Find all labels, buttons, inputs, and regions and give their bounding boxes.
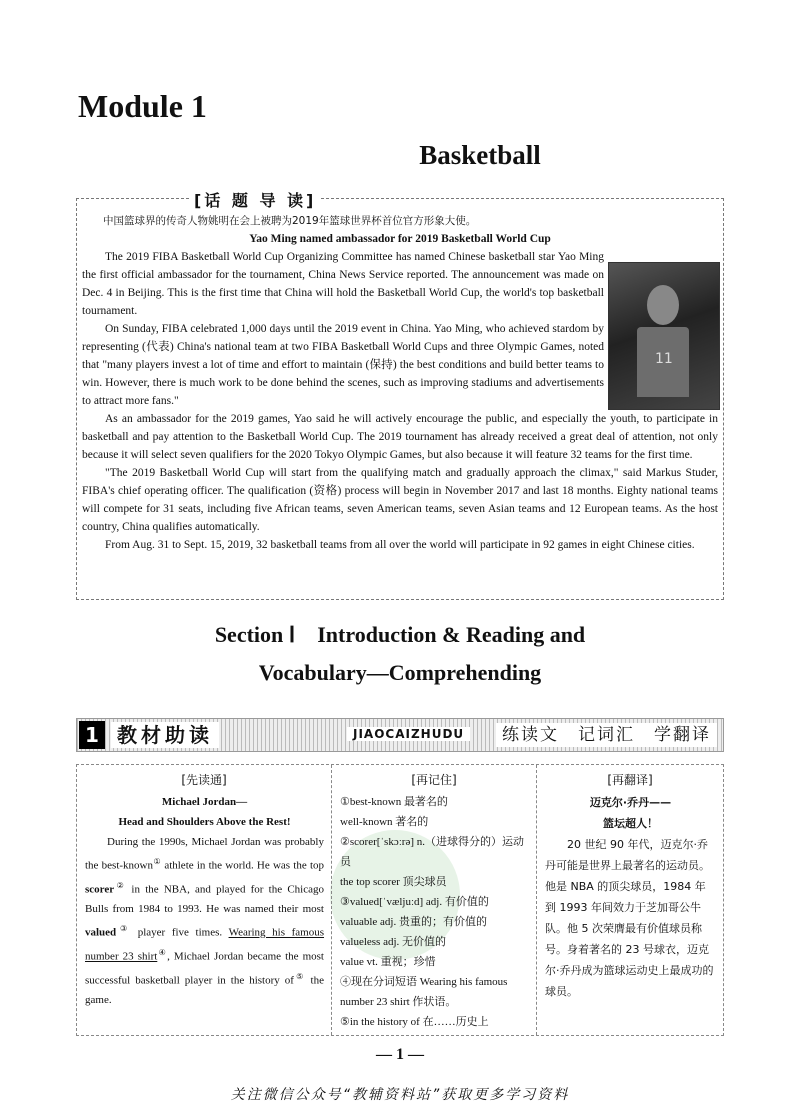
- column-translate-head: [再翻译]: [607, 773, 653, 787]
- photo-head: [647, 285, 679, 325]
- column-translate: [537, 765, 723, 1035]
- paragraph-3: As an ambassador for the 2019 games, Yao said he will actively encourage the public, and especially the youth, to participate in basketball and pay attention to the Basketball World Cup. The 2019 tournament has already received a great deal of attention, not only because it will select seven qualifiers for the 2020 Tokyo Olympic Games, but also because it will feature 32 teams for the first time.: [82, 413, 718, 461]
- vocab-line: ①best-known 最著名的: [340, 796, 448, 808]
- reading-passage: During the 1990s, Michael Jordan was probably the best-known① athlete in the world. He was the top scorer② in the NBA, and played for the Chicago Bulls from 1984 to 1993. He was named their most valued③ player five times. Wearing his famous number 23 shirt④, Michael Jordan became the most successful basketball player in the history of⑤ the game.: [85, 836, 325, 1007]
- vocab-line: ②scorer[ˈskɔːrə] n.（进球得分的）运动员: [340, 836, 524, 868]
- unit-title: Basketball: [419, 140, 541, 170]
- vocab-line: valuable adj. 贵重的；有价值的: [340, 916, 487, 928]
- reading-title-1: Michael Jordan—: [161, 796, 248, 808]
- paragraph-4: "The 2019 Basketball World Cup will start from the qualifying match and gradually approach the climax," said Markus Studer, FIBA's chief operating officer. The qualification (资格) process will begin in November 2017 and last 18 months. Eighty national teams will compete for 31 seats, including five African teams, seven American teams, seven Asian teams and 12 European teams. As the host country, China qualifies automatically.: [82, 467, 718, 533]
- cn-intro: 中国篮球界的传奇人物姚明在会上被聘为2019年篮球世界杯首位官方形象大使。: [103, 215, 477, 227]
- page-number: — 1 —: [376, 1046, 424, 1063]
- section-title-line2: Vocabulary—Comprehending: [258, 660, 542, 685]
- jersey-number: 11: [655, 351, 673, 367]
- article-title: Yao Ming named ambassador for 2019 Basketball World Cup: [249, 233, 551, 245]
- section-banner: [76, 718, 724, 752]
- column-read-head: [先读通]: [181, 773, 227, 787]
- column-remember: [332, 765, 537, 1035]
- column-read: [77, 765, 332, 1035]
- paragraph-2: On Sunday, FIBA celebrated 1,000 days until the 2019 event in China. Yao Ming, who achieved stardom by representing (代表) China's national team at two FIBA Basketball World Cups and three Olympic Games, noted that "many players invest a lot of time and effort to maintain (保持) the best conditions and build better teams to win. However, there is much work to be done behind the scenes, such as improving stadiums and advertisements to attract more fans.": [82, 323, 604, 407]
- reading-columns: [76, 764, 724, 1036]
- vocab-line: ④现在分词短语 Wearing his famous number 23 shirt 作状语。: [340, 976, 508, 1008]
- topic-label: [话 题 导 读]: [190, 188, 320, 211]
- vocab-line: the top scorer 顶尖球员: [340, 876, 447, 888]
- vocab-line: value vt. 重视；珍惜: [340, 956, 436, 968]
- vocab-line: ③valued[ˈvæljuːd] adj. 有价值的: [340, 896, 489, 908]
- yao-ming-photo: [608, 262, 720, 410]
- paragraph-1: The 2019 FIBA Basketball World Cup Organizing Committee has named Chinese basketball star Yao Ming the first official ambassador for the tournament, China News Service reported. The announcement was made on Dec. 4 in Beijing. This is the first time that China will hold the Basketball World Cup, the world's top basketball tournament.: [82, 251, 604, 317]
- vocab-line: valueless adj. 无价值的: [340, 936, 447, 948]
- translation-title-2: 篮坛超人！: [603, 817, 658, 830]
- column-remember-head: [再记住]: [411, 773, 457, 787]
- vocab-line: ⑤in the history of 在……历史上: [340, 1016, 489, 1028]
- column-translate-body: [537, 788, 723, 1002]
- paragraph-5: From Aug. 31 to Sept. 15, 2019, 32 basketball teams from all over the world will participate in 92 games in eight Chinese cities.: [105, 539, 695, 551]
- column-read-body: [77, 788, 331, 1010]
- footer-note: 关注微信公众号“教辅资料站”获取更多学习资料: [230, 1087, 570, 1103]
- module-title: Module 1: [78, 88, 207, 124]
- banner-number: 1: [79, 721, 105, 749]
- translation-text: 20 世纪 90 年代，迈克尔·乔丹可能是世界上最著名的运动员。他是 NBA 的顶尖球员，1984 年到 1993 年间效力于芝加哥公牛队。他 5 次荣膺最有价值球员称号。身着著名的 23 号球衣，迈克尔·乔丹成为篮球运动史上最成功的球员。: [545, 838, 714, 998]
- column-remember-body: [332, 788, 536, 1032]
- section-title-line1: Section Ⅰ Introduction & Reading and: [214, 622, 586, 647]
- vocab-line: well-known 著名的: [340, 816, 429, 828]
- reading-title-2: Head and Shoulders Above the Rest!: [118, 816, 291, 828]
- banner-title: 教材助读: [111, 722, 219, 748]
- banner-pinyin: JIAOCAIZHUDU: [347, 727, 470, 741]
- banner-subtitle: 练读文 记词汇 学翻译: [496, 723, 717, 747]
- translation-title-1: 迈克尔·乔丹——: [589, 796, 672, 809]
